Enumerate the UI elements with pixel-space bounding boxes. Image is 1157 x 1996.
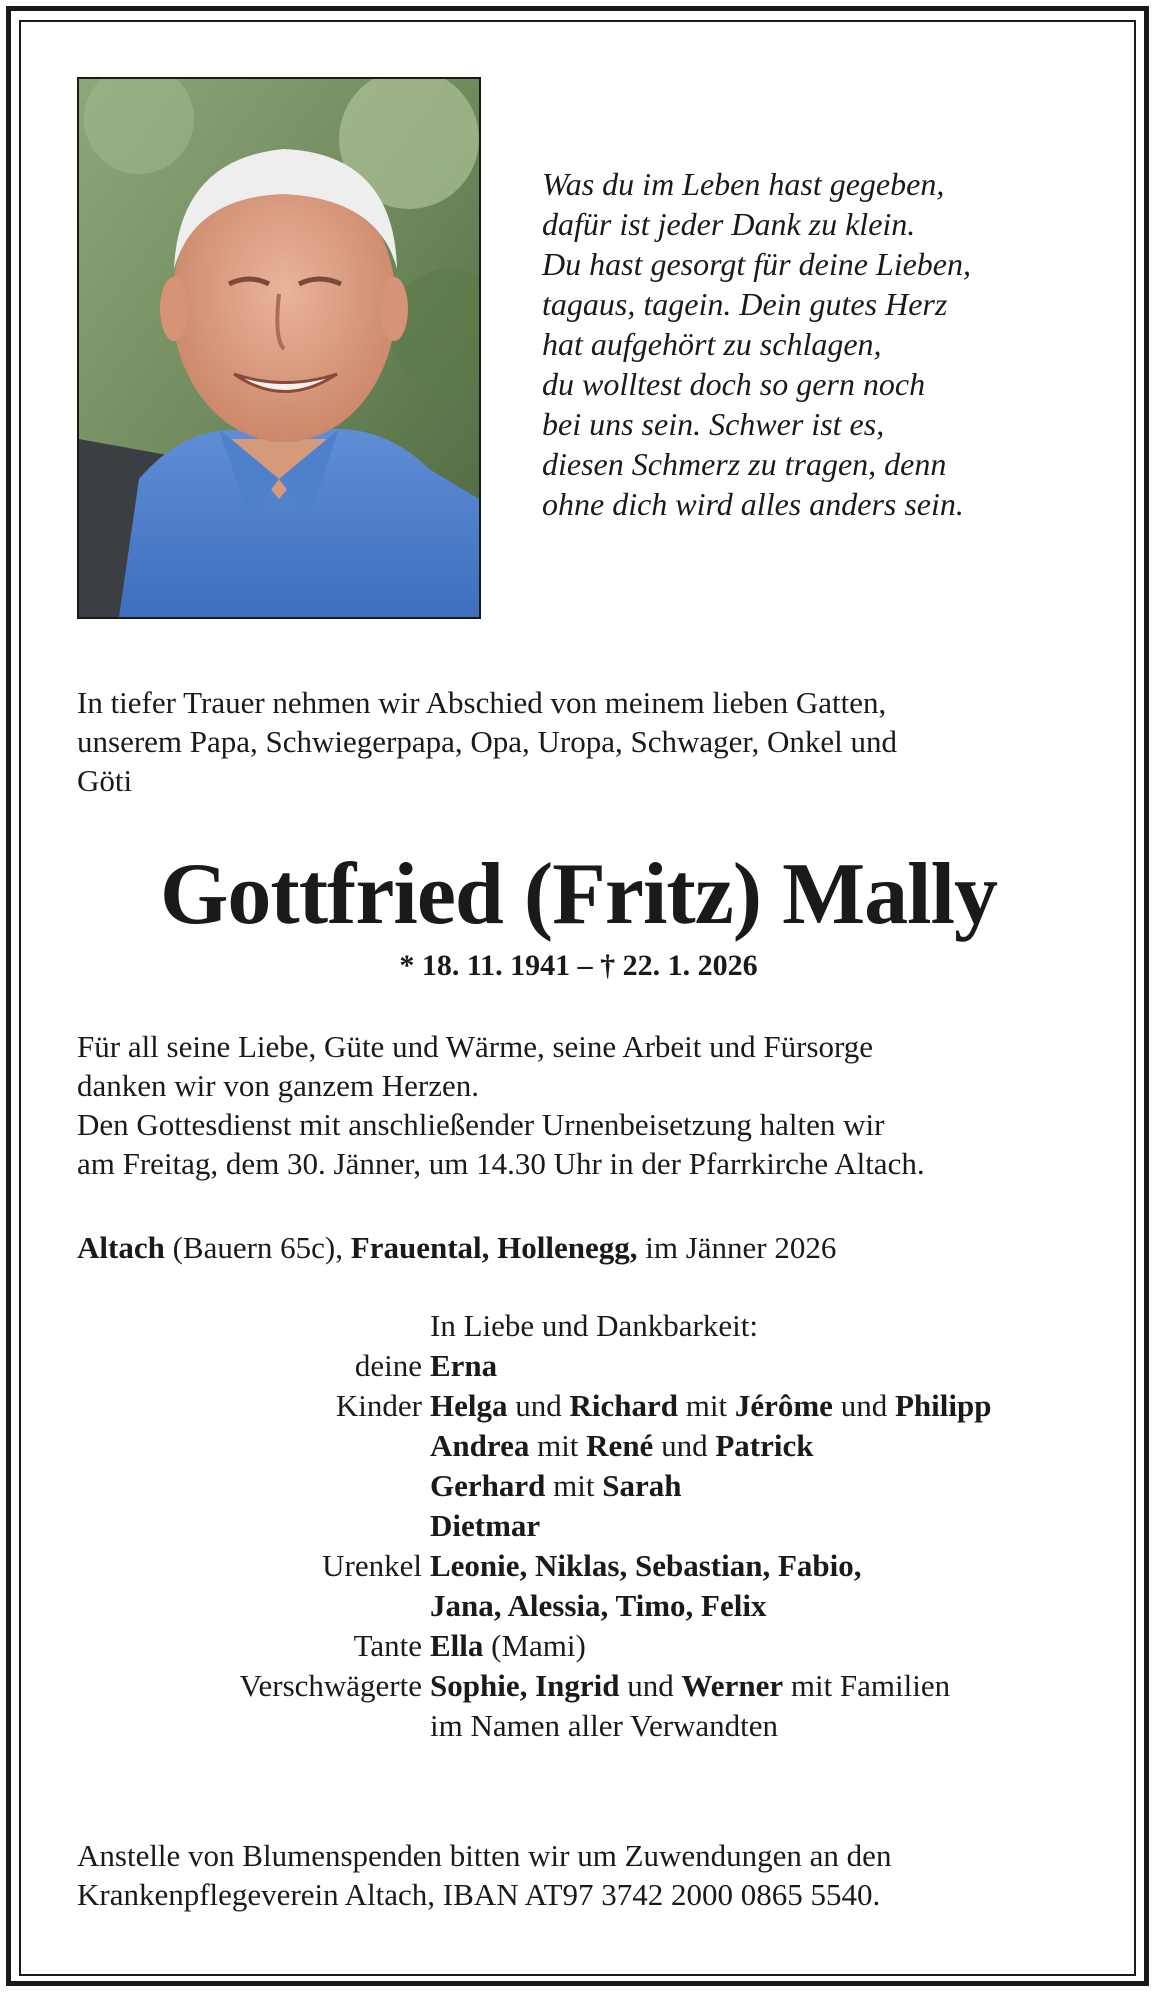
survivor-row-children-4 [0, 1506, 1157, 1546]
thanks-paragraph [77, 1027, 1087, 1183]
thanks-line: am Freitag, dem 30. Jänner, um 14.30 Uhr in der Pfarrkirche Altach. [77, 1146, 925, 1181]
survivor-row-children-3 [0, 1466, 1157, 1506]
survivor-row-wife [0, 1346, 1157, 1386]
connector: und [653, 1428, 716, 1463]
role-label: Tante [353, 1628, 422, 1663]
poem-line: Was du im Leben hast gegeben, [542, 166, 945, 202]
role-label: Kinder [335, 1388, 422, 1423]
survivor-name: Jana, Alessia, Timo, Felix [430, 1588, 767, 1623]
survivor-row-closing [0, 1706, 1157, 1746]
poem-line: dafür ist jeder Dank zu klein. [542, 206, 916, 242]
survivor-name: Erna [430, 1348, 498, 1383]
survivor-name: Werner [681, 1668, 784, 1703]
intro-line: unserem Papa, Schwiegerpapa, Opa, Uropa, Schwager, Onkel und [77, 724, 898, 759]
role-label: Verschwägerte [239, 1668, 422, 1703]
survivor-names [430, 1506, 540, 1545]
donation-line: Anstelle von Blumenspenden bitten wir um Zuwendungen an den [77, 1838, 892, 1873]
survivor-row-children-2 [0, 1426, 1157, 1466]
survivor-name: René [586, 1428, 654, 1463]
survivor-names [430, 1426, 813, 1465]
connector: mit Familien [783, 1668, 951, 1703]
survivor-name: Philipp [894, 1388, 992, 1423]
survivor-row-inlaws [0, 1666, 1157, 1706]
survivor-name: Gerhard [430, 1468, 546, 1503]
survivor-name: Sarah [602, 1468, 682, 1503]
thanks-line: Für all seine Liebe, Güte und Wärme, seine Arbeit und Fürsorge [77, 1029, 874, 1064]
survivor-name: Richard [569, 1388, 678, 1423]
place-town: Altach [77, 1230, 165, 1265]
poem-line: bei uns sein. Schwer ist es, [542, 406, 885, 442]
place-and-date [77, 1228, 836, 1267]
donation-line: Krankenpflegeverein Altach, IBAN AT97 3742 2000 0865 5540. [77, 1877, 881, 1912]
survivor-name: Leonie, Niklas, Sebastian, Fabio, [430, 1548, 862, 1583]
intro-line: In tiefer Trauer nehmen wir Abschied von meinem lieben Gatten, [77, 685, 887, 720]
survivor-names [430, 1546, 862, 1585]
survivor-names [430, 1626, 586, 1665]
survivor-names [430, 1586, 766, 1625]
connector: mit [678, 1388, 735, 1423]
survivor-names [430, 1386, 991, 1425]
deceased-name: Gottfried (Fritz) Mally [159, 846, 998, 943]
intro-paragraph [77, 683, 1087, 800]
poem-line: Du hast gesorgt für deine Lieben, [542, 246, 971, 282]
poem-line: tagaus, tagein. Dein gutes Herz [542, 286, 948, 322]
survivor-names [430, 1466, 681, 1505]
poem-line: hat aufgehört zu schlagen, [542, 326, 882, 362]
survivor-row-children [0, 1386, 1157, 1426]
place-date: im Jänner 2026 [637, 1230, 837, 1265]
survivor-name: Jérôme [734, 1388, 833, 1423]
survivor-name: Helga [430, 1388, 508, 1423]
place-address: (Bauern 65c), [164, 1230, 351, 1265]
connector: und [619, 1668, 682, 1703]
memorial-poem [542, 164, 1062, 524]
poem-line: diesen Schmerz zu tragen, denn [542, 446, 947, 482]
connector: und [507, 1388, 570, 1423]
intro-line: Göti [77, 763, 133, 798]
thanks-line: Den Gottesdienst mit anschließender Urnenbeisetzung halten wir [77, 1107, 885, 1142]
survivor-row-greatgrandchildren [0, 1546, 1157, 1586]
donation-note [77, 1836, 1087, 1914]
connector: mit [529, 1428, 587, 1463]
place-others: Frauental, Hollenegg, [350, 1230, 638, 1265]
role-label: deine [354, 1348, 422, 1383]
survivor-name: Dietmar [430, 1508, 541, 1543]
thanks-line: danken wir von ganzem Herzen. [77, 1068, 479, 1103]
survivor-names [430, 1346, 497, 1385]
survivors-list [0, 1306, 1157, 1746]
poem-line: du wolltest doch so gern noch [542, 366, 926, 402]
connector: und [832, 1388, 895, 1423]
survivor-row-aunt [0, 1626, 1157, 1666]
survivors-heading-row [0, 1306, 1157, 1346]
survivor-name: Ella [430, 1628, 484, 1663]
life-dates: * 18. 11. 1941 – † 22. 1. 2026 [399, 949, 758, 982]
closing-line: im Namen aller Verwandten [430, 1708, 779, 1743]
survivor-name: Patrick [715, 1428, 814, 1463]
connector: mit [545, 1468, 603, 1503]
role-label: Urenkel [322, 1548, 422, 1583]
connector: (Mami) [483, 1628, 586, 1663]
poem-line: ohne dich wird alles anders sein. [542, 486, 964, 522]
survivor-row-greatgrandchildren-2 [0, 1586, 1157, 1626]
survivor-name: Andrea [430, 1428, 530, 1463]
survivor-name: Sophie, Ingrid [430, 1668, 620, 1703]
portrait-photo [77, 77, 481, 619]
survivors-heading: In Liebe und Dankbarkeit: [430, 1308, 758, 1343]
survivor-names [430, 1666, 950, 1705]
